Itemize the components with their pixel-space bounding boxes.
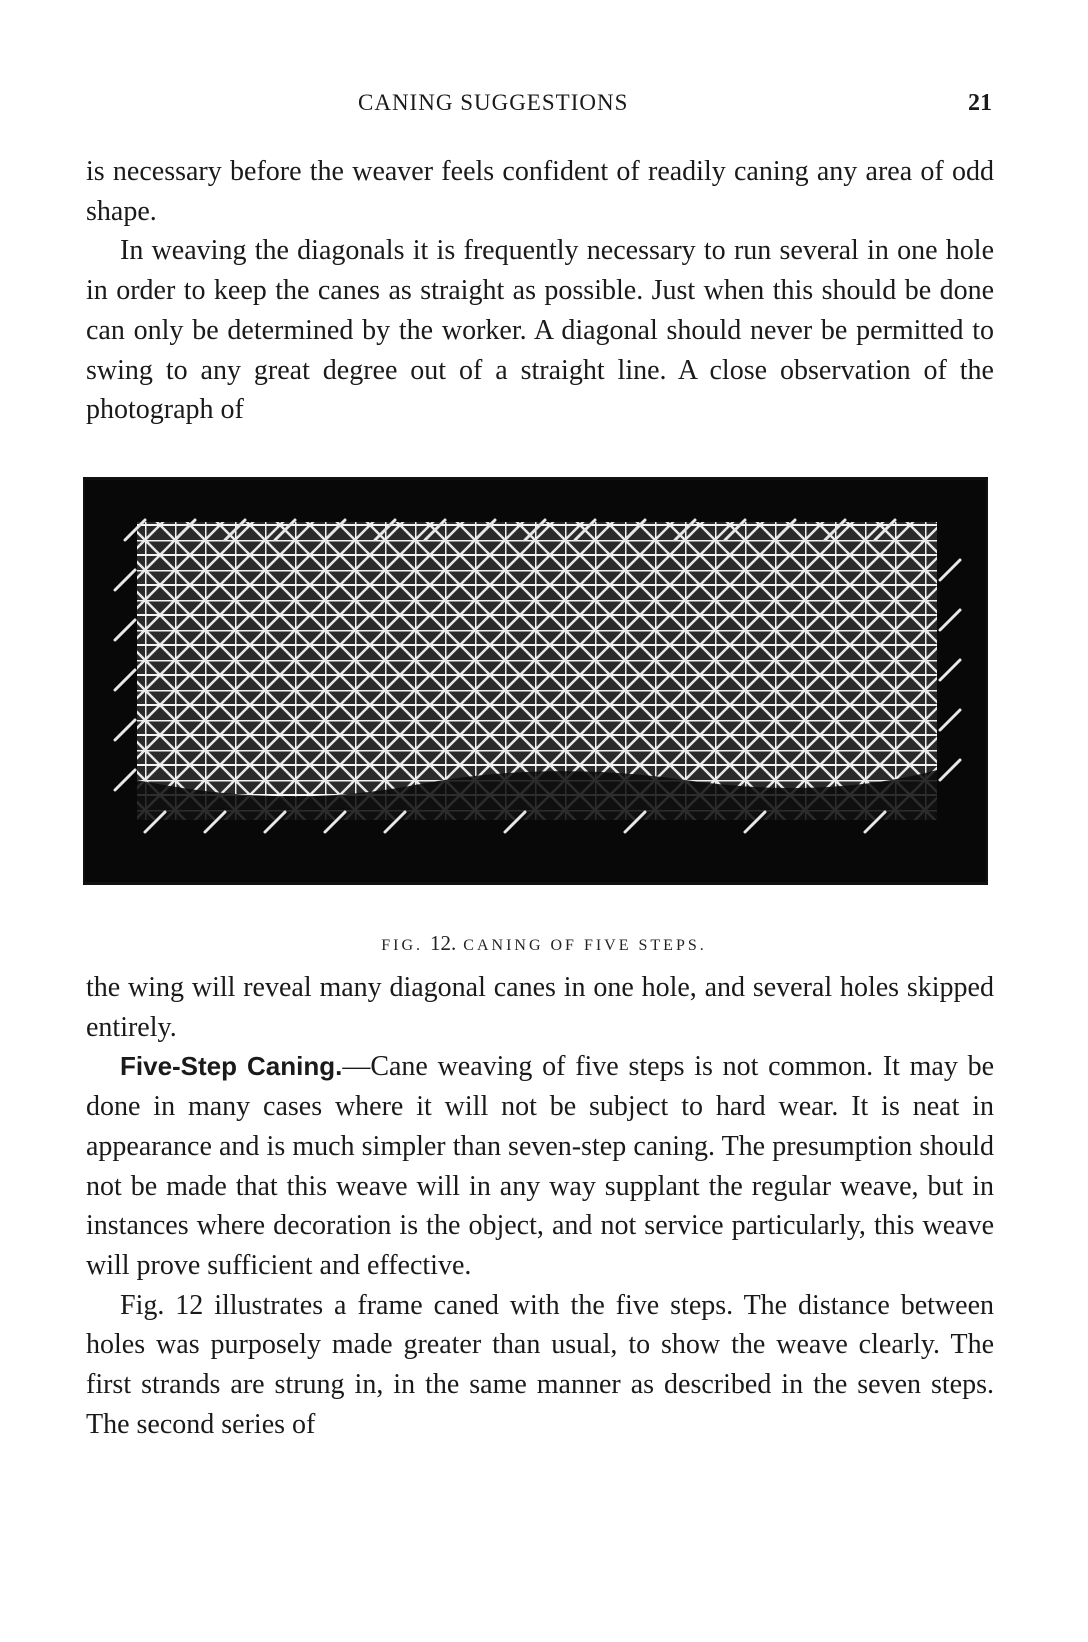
paragraph-continuation: is necessary before the weaver feels confident of readily caning any area of odd shape. xyxy=(86,156,994,227)
running-head: CANING SUGGESTIONS xyxy=(358,90,629,115)
paragraph-wing: the wing will reveal many diagonal canes in one hole, and several holes skipped entirely. xyxy=(86,972,994,1043)
figure-caption xyxy=(0,931,1088,956)
page-number: 21 xyxy=(968,90,992,116)
page-header xyxy=(88,90,992,124)
section-heading-five-step: Five-Step Caning. xyxy=(120,1051,343,1082)
caption-number: 12. xyxy=(430,931,457,955)
paragraph-five-step-body: —Cane weaving of five steps is not common. It may be done in many cases where it will not be subject to hard wear. It is neat in appearance and is much simpler than seven-step caning. The presumption should not be made that this weave will in any way supplant the regular weave, but in instances where decoration is the object, and not service particularly, this weave will prove sufficient and effective. xyxy=(86,1051,995,1281)
paragraph-five-step xyxy=(86,1047,994,1285)
paragraph-diagonals: In weaving the diagonals it is frequently necessary to run several in one hole in order to keep the canes as straight as possible. Just when this should be done can only be determined by the worker. A diagonal should never be permitted to swing to any great degree out of a straight line. A close observation of the photograph of xyxy=(86,235,994,426)
figure-caning-photo xyxy=(83,477,988,885)
paragraph-fig-12: Fig. 12 illustrates a frame caned with the five steps. The distance between holes was purposely made greater than usual, to show the weave clearly. The first strands are strung in, in the same manner as described in the seven steps. The second series of xyxy=(86,1289,994,1440)
text-block-top xyxy=(86,152,994,430)
caption-prefix: FIG. xyxy=(381,937,424,954)
text-block-bottom xyxy=(86,968,994,1444)
caning-photo-image xyxy=(85,480,986,882)
caption-text: CANING OF FIVE STEPS. xyxy=(463,937,707,954)
